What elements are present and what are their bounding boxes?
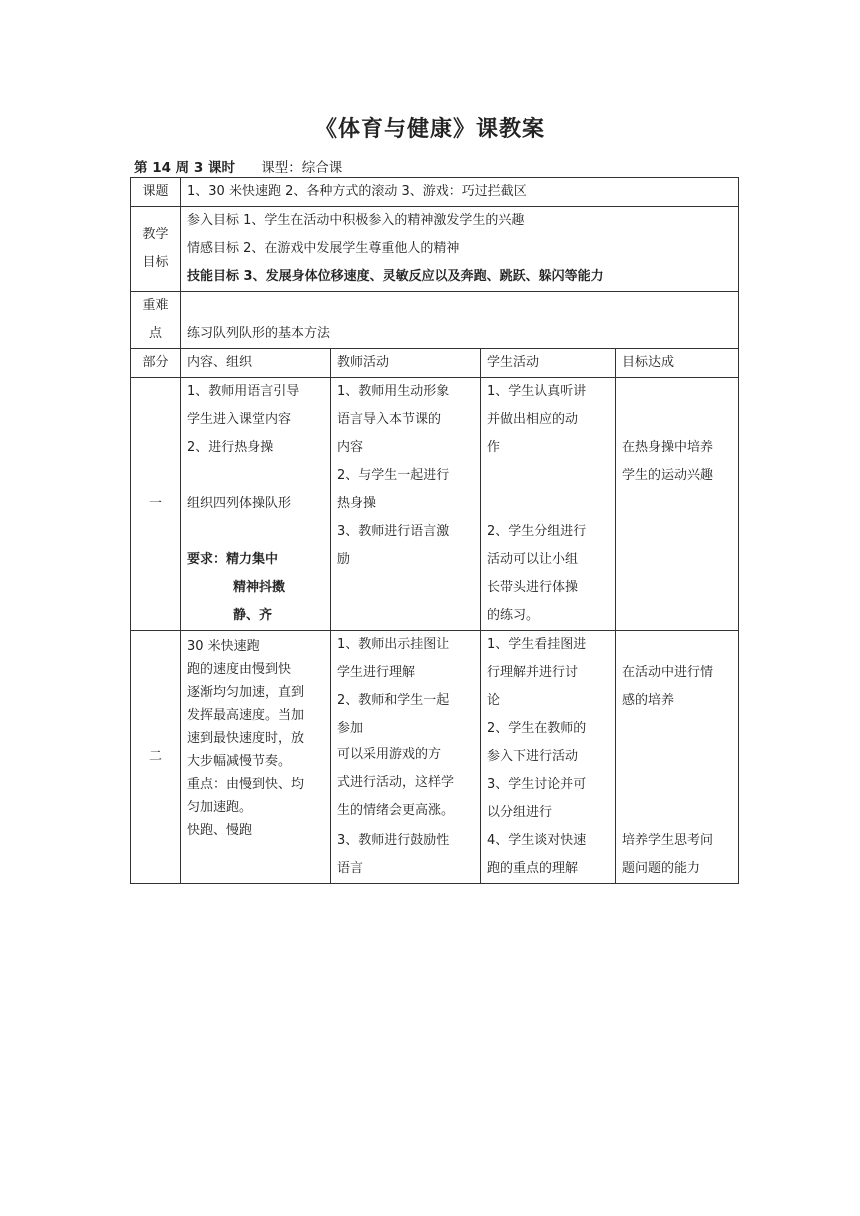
part2-goal bbox=[616, 631, 739, 884]
part2-teacher-line: 1、教师出示挂图让 bbox=[337, 637, 450, 652]
part1-content-line bbox=[187, 518, 324, 546]
part1-content-line bbox=[187, 462, 324, 490]
part2-student-line: 跑的重点的理解 bbox=[487, 861, 579, 876]
part2-teacher-line: 学生进行理解 bbox=[337, 665, 416, 680]
topic-label: 课题 bbox=[131, 178, 181, 207]
goals-row bbox=[131, 207, 739, 292]
part1-teacher-line: 3、教师进行语言激 bbox=[337, 524, 450, 539]
part2-content-line: 速到最快速度时，放 bbox=[187, 731, 305, 746]
part2-content-line: 大步幅减慢节奏。 bbox=[187, 754, 292, 769]
part1-teacher-line: 2、与学生一起进行 bbox=[337, 468, 450, 483]
part1-student-line: 2、学生分组进行 bbox=[487, 524, 587, 539]
part1-teacher-line: 语言导入本节课的 bbox=[337, 412, 442, 427]
part2-label: 二 bbox=[131, 631, 181, 884]
header-student: 学生活动 bbox=[481, 349, 616, 378]
goal-line-2: 情感目标 2、在游戏中发展学生尊重他人的精神 bbox=[187, 241, 460, 256]
goals-label-2: 目标 bbox=[142, 255, 169, 270]
page-title: 《体育与健康》课教案 bbox=[314, 117, 545, 142]
header-teacher: 教师活动 bbox=[331, 349, 481, 378]
part1-content-line: 组织四列体操队形 bbox=[187, 496, 292, 511]
part1-teacher-line: 励 bbox=[337, 552, 351, 567]
part1-goal-line: 学生的运动兴趣 bbox=[622, 468, 714, 483]
part2-student-line: 4、学生谈对快速 bbox=[487, 833, 587, 848]
header-row bbox=[131, 349, 739, 378]
part1-student-line: 的练习。 bbox=[487, 608, 540, 623]
part2-content-line: 发挥最高速度。当加 bbox=[187, 708, 305, 723]
part2-teacher-line: 参加 bbox=[337, 721, 364, 736]
part2-student bbox=[481, 631, 616, 884]
part1-teacher-line: 1、教师用生动形象 bbox=[337, 384, 450, 399]
part1-requirement: 静、齐 bbox=[233, 608, 273, 623]
key-label-2: 点 bbox=[148, 326, 162, 341]
part2-student-line: 行理解并进行讨 bbox=[487, 665, 579, 680]
part1-content-line: 学生进入课堂内容 bbox=[187, 412, 292, 427]
part1-content-line: 2、进行热身操 bbox=[187, 440, 274, 455]
topic-value: 1、30 米快速跑 2、各种方式的滚动 3、游戏：巧过拦截区 bbox=[181, 178, 739, 207]
part1-teacher bbox=[331, 378, 481, 631]
part2-teacher-line: 3、教师进行鼓励性 bbox=[337, 833, 450, 848]
part2-student-line: 1、学生看挂图进 bbox=[487, 637, 587, 652]
topic-row bbox=[131, 178, 739, 207]
part1-student-line bbox=[487, 490, 609, 518]
part2-content bbox=[181, 631, 331, 884]
type-line: 课型：综合课 bbox=[261, 160, 343, 176]
part1-student-line: 作 bbox=[487, 440, 501, 455]
part2-student-line: 参入下进行活动 bbox=[487, 749, 579, 764]
part1-teacher-line: 内容 bbox=[337, 440, 364, 455]
part2-teacher-line: 生的情绪会更高涨。 bbox=[337, 803, 455, 818]
part1-row bbox=[131, 378, 739, 631]
part2-content-line: 30 米快速跑 bbox=[187, 639, 260, 654]
part1-teacher-line: 热身操 bbox=[337, 496, 377, 511]
part1-student-line: 并做出相应的动 bbox=[487, 412, 579, 427]
lesson-plan-table bbox=[130, 177, 739, 884]
part2-row bbox=[131, 631, 739, 884]
part1-student-line bbox=[487, 462, 609, 490]
goals-label bbox=[131, 207, 181, 292]
part2-goal-line: 在活动中进行情 bbox=[622, 665, 714, 680]
part2-teacher-line: 语言 bbox=[337, 861, 364, 876]
key-value: 练习队列队形的基本方法 bbox=[181, 292, 739, 349]
part2-content-line: 跑的速度由慢到快 bbox=[187, 662, 292, 677]
part2-goal-line: 题问题的能力 bbox=[622, 861, 701, 876]
part2-teacher-line: 式进行活动，这样学 bbox=[337, 775, 455, 790]
part2-content-line: 匀加速跑。 bbox=[187, 800, 253, 815]
part2-goal-line: 感的培养 bbox=[622, 693, 675, 708]
lesson-meta bbox=[134, 156, 342, 176]
part1-student bbox=[481, 378, 616, 631]
key-label bbox=[131, 292, 181, 349]
part2-content-line: 快跑、慢跑 bbox=[187, 823, 253, 838]
part2-teacher bbox=[331, 631, 481, 884]
part2-student-line: 论 bbox=[487, 693, 501, 708]
goal-line-3: 技能目标 3、发展身体位移速度、灵敏反应以及奔跑、跳跃、躲闪等能力 bbox=[187, 269, 604, 284]
part1-requirement: 要求：精力集中 bbox=[187, 552, 279, 567]
header-content: 内容、组织 bbox=[181, 349, 331, 378]
part2-teacher-line: 可以采用游戏的方 bbox=[337, 747, 442, 762]
header-part: 部分 bbox=[131, 349, 181, 378]
key-label-1: 重难 bbox=[142, 298, 169, 313]
part1-content bbox=[181, 378, 331, 631]
part2-student-line: 3、学生讨论并可 bbox=[487, 777, 587, 792]
part1-student-line: 1、学生认真听讲 bbox=[487, 384, 587, 399]
header-goal: 目标达成 bbox=[616, 349, 739, 378]
part2-student-line: 2、学生在教师的 bbox=[487, 721, 587, 736]
week-line: 第 14 周 3 课时 bbox=[134, 160, 235, 176]
goals-label-1: 教学 bbox=[142, 227, 169, 242]
part1-requirement: 精神抖擞 bbox=[233, 580, 286, 595]
part2-goal-line: 培养学生思考问 bbox=[622, 833, 714, 848]
part1-student-line: 长带头进行体操 bbox=[487, 580, 579, 595]
part2-content-line: 逐渐均匀加速，直到 bbox=[187, 685, 305, 700]
goal-line-1: 参入目标 1、学生在活动中积极参入的精神激发学生的兴趣 bbox=[187, 213, 525, 228]
part1-goal bbox=[616, 378, 739, 631]
goals-value bbox=[181, 207, 739, 292]
part2-teacher-line: 2、教师和学生一起 bbox=[337, 693, 450, 708]
part1-goal-line: 在热身操中培养 bbox=[622, 440, 714, 455]
key-row bbox=[131, 292, 739, 349]
part1-label: 一 bbox=[131, 378, 181, 631]
part1-content-line: 1、教师用语言引导 bbox=[187, 384, 300, 399]
part1-student-line: 活动可以让小组 bbox=[487, 552, 579, 567]
part2-content-line: 重点：由慢到快、均 bbox=[187, 777, 305, 792]
part2-student-line: 以分组进行 bbox=[487, 805, 553, 820]
